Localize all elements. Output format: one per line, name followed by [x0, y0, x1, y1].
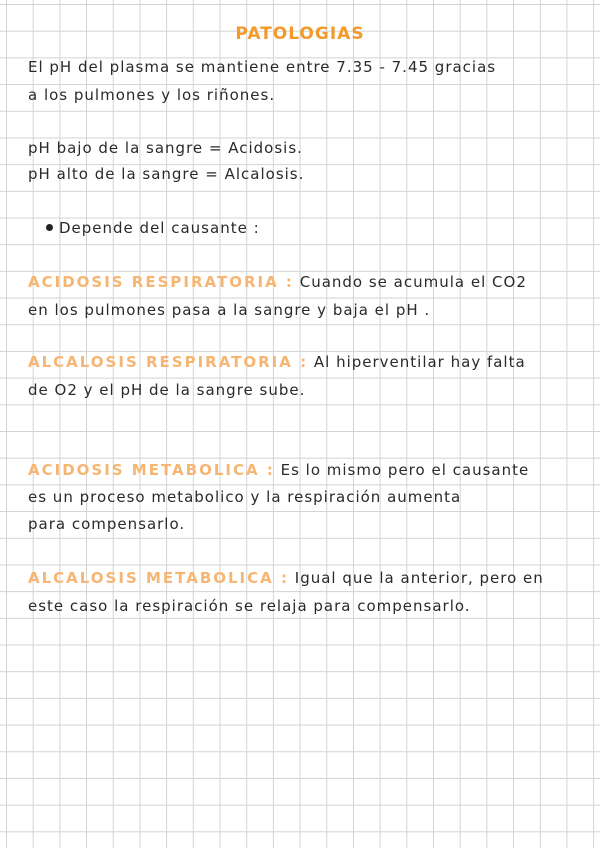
- section-text: Cuando se acumula el CO2: [299, 273, 527, 291]
- section-text: Al hiperventilar hay falta: [313, 353, 526, 371]
- bullet-icon: [46, 224, 53, 231]
- section-heading: ACIDOSIS RESPIRATORIA :: [28, 273, 294, 291]
- page-title: PATOLOGIAS: [235, 24, 365, 44]
- section-alcalosis-metabolica: [28, 569, 544, 587]
- section-alcalosis-respiratoria: [28, 353, 526, 371]
- intro-line-2: a los pulmones y los riñones.: [28, 86, 276, 104]
- section-heading: ALCALOSIS RESPIRATORIA :: [28, 353, 309, 371]
- section-text: Igual que la anterior, pero en: [294, 569, 544, 587]
- section-acidosis-respiratoria: [28, 273, 527, 291]
- section-text-line: es un proceso metabolico y la respiración aumenta: [28, 488, 462, 506]
- section-text-line: este caso la respiración se relaja para compensarlo.: [28, 597, 471, 615]
- section-heading: ACIDOSIS METABOLICA :: [28, 461, 275, 479]
- section-heading: ALCALOSIS METABOLICA :: [28, 569, 289, 587]
- definition-acidosis: pH bajo de la sangre = Acidosis.: [28, 139, 303, 157]
- definition-alcalosis: pH alto de la sangre = Alcalosis.: [28, 165, 305, 183]
- section-text-line: para compensarlo.: [28, 515, 186, 533]
- bullet-item: [46, 219, 260, 237]
- intro-line-1: El pH del plasma se mantiene entre 7.35 - 7.45 gracias: [28, 58, 497, 76]
- section-acidosis-metabolica: [28, 461, 529, 479]
- section-text-line: de O2 y el pH de la sangre sube.: [28, 381, 306, 399]
- bullet-text: Depende del causante :: [59, 219, 260, 237]
- section-text: Es lo mismo pero el causante: [280, 461, 530, 479]
- section-text-line: en los pulmones pasa a la sangre y baja el pH .: [28, 301, 431, 319]
